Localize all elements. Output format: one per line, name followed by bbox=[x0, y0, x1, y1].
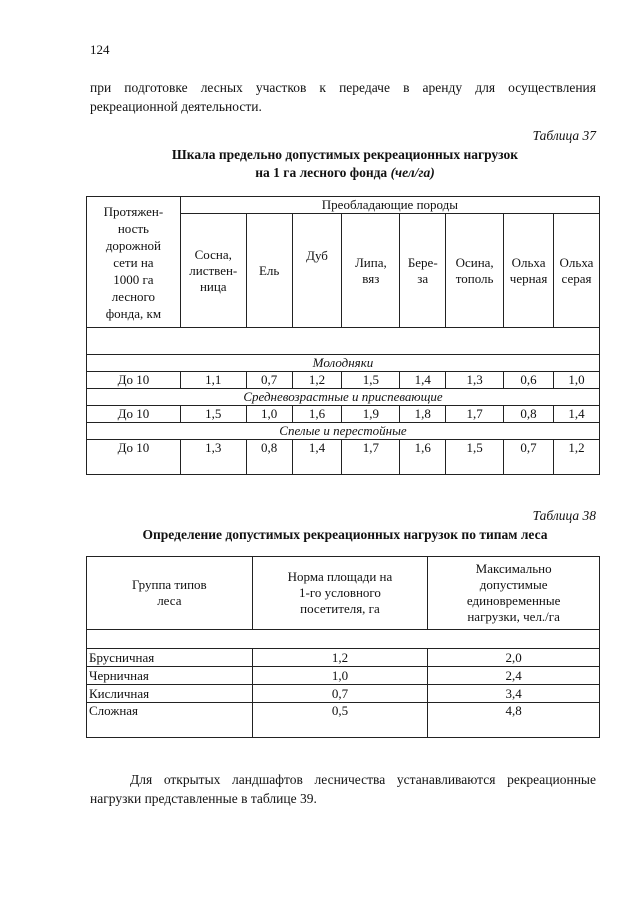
blank-row bbox=[87, 630, 600, 649]
species-header: Дуб bbox=[292, 214, 342, 328]
load-value: 1,2 bbox=[554, 440, 600, 475]
load-value: 1,7 bbox=[342, 440, 400, 475]
area-norm-value: 0,5 bbox=[252, 703, 428, 738]
load-value: 1,7 bbox=[446, 406, 504, 423]
page-number: 124 bbox=[90, 42, 110, 57]
forest-type-name: Брусничная bbox=[87, 649, 253, 667]
species-header: Осина, тополь bbox=[446, 214, 504, 328]
load-value: 1,5 bbox=[446, 440, 504, 475]
load-value: 0,7 bbox=[504, 440, 554, 475]
load-value: 1,3 bbox=[446, 372, 504, 389]
load-value: 1,0 bbox=[246, 406, 292, 423]
section-header: Молодняки bbox=[87, 355, 600, 372]
dominant-species-header: Преобладающие породы bbox=[180, 197, 599, 214]
load-value: 1,2 bbox=[292, 372, 342, 389]
section-header: Спелые и перестойные bbox=[87, 423, 600, 440]
row-label: До 10 bbox=[87, 372, 181, 389]
closing-paragraph: Для открытых ландшафтов лесничества устанавливаются рекреационные нагрузки представленные в таблице 39. bbox=[90, 772, 596, 806]
forest-type-load-table bbox=[86, 556, 600, 738]
table-37-title bbox=[60, 146, 630, 182]
intro-paragraph: при подготовке лесных участков к передаче в аренду для осуществления рекреационной деятельности. bbox=[90, 80, 596, 114]
load-value: 0,7 bbox=[246, 372, 292, 389]
species-header: Липа, вяз bbox=[342, 214, 400, 328]
load-value: 1,5 bbox=[342, 372, 400, 389]
load-value: 1,6 bbox=[400, 440, 446, 475]
load-value: 1,6 bbox=[292, 406, 342, 423]
max-load-value: 2,4 bbox=[428, 667, 600, 685]
load-value: 1,3 bbox=[180, 440, 246, 475]
row-label: До 10 bbox=[87, 406, 181, 423]
area-norm-value: 1,0 bbox=[252, 667, 428, 685]
load-value: 0,6 bbox=[504, 372, 554, 389]
species-header: Сосна, листвен- ница bbox=[180, 214, 246, 328]
load-value: 1,5 bbox=[180, 406, 246, 423]
area-norm-value: 1,2 bbox=[252, 649, 428, 667]
species-header: Ольха серая bbox=[554, 214, 600, 328]
table-37-title-line2-text: на 1 га лесного фонда bbox=[255, 165, 388, 180]
table-38-number: Таблица 38 bbox=[532, 508, 596, 523]
recreation-load-scale-table bbox=[86, 196, 600, 475]
species-header: Ель bbox=[246, 214, 292, 328]
forest-type-name: Кисличная bbox=[87, 685, 253, 703]
table-38-title: Определение допустимых рекреационных нагрузок по типам леса bbox=[142, 527, 548, 542]
area-norm-value: 0,7 bbox=[252, 685, 428, 703]
load-value: 1,1 bbox=[180, 372, 246, 389]
area-norm-header: Норма площади на 1-го условного посетителя, га bbox=[252, 557, 428, 630]
forest-type-name: Сложная bbox=[87, 703, 253, 738]
max-load-header: Максимально допустимые единовременные нагрузки, чел./га bbox=[428, 557, 600, 630]
table-37-number: Таблица 37 bbox=[532, 128, 596, 143]
table-37-title-line1: Шкала предельно допустимых рекреационных нагрузок bbox=[171, 147, 519, 162]
load-value: 1,4 bbox=[400, 372, 446, 389]
table-37-title-line2 bbox=[60, 164, 630, 182]
load-value: 1,4 bbox=[554, 406, 600, 423]
species-header: Ольха черная bbox=[504, 214, 554, 328]
section-header: Средневозрастные и приспевающие bbox=[87, 389, 600, 406]
load-value: 1,4 bbox=[292, 440, 342, 475]
species-header: Бере- за bbox=[400, 214, 446, 328]
max-load-value: 3,4 bbox=[428, 685, 600, 703]
load-value: 1,8 bbox=[400, 406, 446, 423]
forest-type-group-header: Группа типов леса bbox=[87, 557, 253, 630]
road-network-header: Протяжен- ность дорожной сети на 1000 га лесного фонда, км bbox=[87, 197, 181, 328]
max-load-value: 2,0 bbox=[428, 649, 600, 667]
table-37-title-unit: (чел/га) bbox=[390, 165, 435, 180]
forest-type-name: Черничная bbox=[87, 667, 253, 685]
row-label: До 10 bbox=[87, 440, 181, 475]
load-value: 1,9 bbox=[342, 406, 400, 423]
load-value: 0,8 bbox=[246, 440, 292, 475]
load-value: 0,8 bbox=[504, 406, 554, 423]
blank-row bbox=[87, 328, 600, 355]
max-load-value: 4,8 bbox=[428, 703, 600, 738]
load-value: 1,0 bbox=[554, 372, 600, 389]
